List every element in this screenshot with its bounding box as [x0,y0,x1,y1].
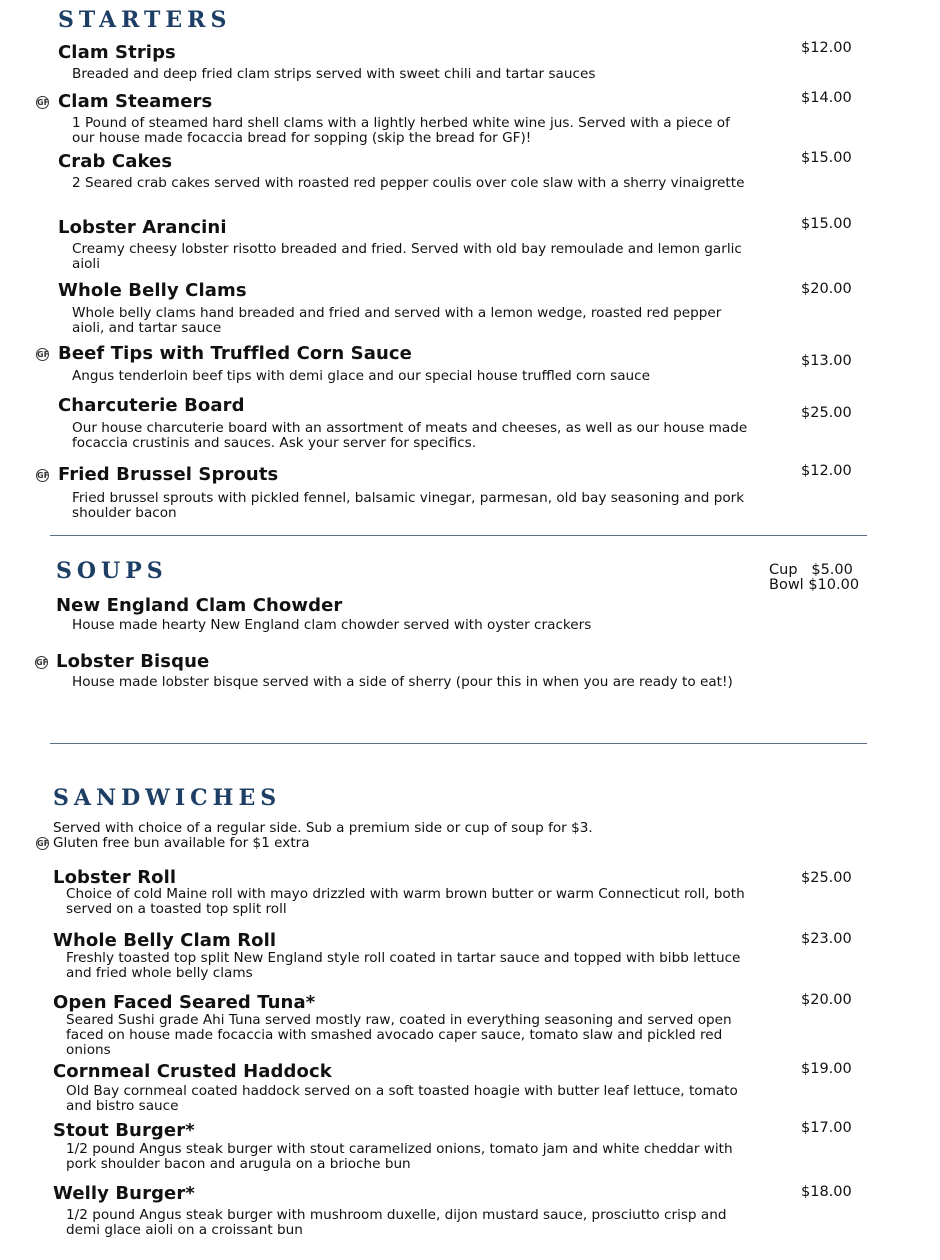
menu-item-price: $18.00 [801,1184,852,1200]
menu-item-name: Whole Belly Clam Roll [53,930,277,951]
menu-item-name: Crab Cakes [58,151,173,172]
menu-item-name: Welly Burger* [53,1183,195,1204]
gluten-free-icon: GF [36,658,49,667]
gluten-free-note: Gluten free bun available for $1 extra [53,835,310,851]
gluten-free-icon: GF [37,839,50,848]
gluten-free-icon: GF [37,471,50,480]
menu-item-name: Open Faced Seared Tuna* [53,992,316,1013]
menu-item-description: Choice of cold Maine roll with mayo drizzled with warm brown butter or warm Connecticut roll, both served on a toasted top split roll [66,886,745,917]
menu-item-price: $12.00 [801,463,852,479]
bowl-price: Bowl $10.00 [769,577,860,593]
section-divider [50,535,867,536]
menu-item-name: Stout Burger* [53,1120,195,1141]
menu-item-price: $20.00 [801,281,852,297]
menu-item-name: Lobster Bisque [56,651,210,672]
menu-item-name: Clam Strips [58,42,176,63]
menu-item-description: 1/2 pound Angus steak burger with mushroom duxelle, dijon mustard sauce, prosciutto crisp and demi glace aioli on a croissant bun [66,1207,727,1238]
menu-item-name: Fried Brussel Sprouts [58,464,279,485]
soups-heading: SOUPS [56,558,168,584]
menu-item-price: $14.00 [801,90,852,106]
starters-heading: STARTERS [58,7,232,33]
menu-item-name: Clam Steamers [58,91,213,112]
menu-item-description: Breaded and deep fried clam strips served with sweet chili and tartar sauces [72,66,596,82]
menu-item-price: $15.00 [801,216,852,232]
menu-item-description: House made lobster bisque served with a side of sherry (pour this in when you are ready to eat!) [72,674,733,690]
cup-price: Cup $5.00 [769,562,853,578]
menu-item-name: New England Clam Chowder [56,595,343,616]
menu-item-description: 1 Pound of steamed hard shell clams with a lightly herbed white wine jus. Served with a piece of our house made focaccia bread for sopping (skip the bread for GF)! [72,115,730,146]
section-divider [50,743,867,744]
menu-item-price: $12.00 [801,40,852,56]
menu-item-name: Lobster Arancini [58,217,227,238]
menu-item-name: Cornmeal Crusted Haddock [53,1061,332,1082]
menu-item-price: $17.00 [801,1120,852,1136]
menu-item-price: $15.00 [801,150,852,166]
sandwiches-intro: Served with choice of a regular side. Sub a premium side or cup of soup for $3. [53,820,593,836]
menu-item-name: Whole Belly Clams [58,280,247,301]
menu-item-description: Creamy cheesy lobster risotto breaded and fried. Served with old bay remoulade and lemon garlic aioli [72,241,742,272]
menu-item-price: $25.00 [801,405,852,421]
menu-item-price: $13.00 [801,353,852,369]
menu-item-price: $25.00 [801,870,852,886]
menu-item-description: Fried brussel sprouts with pickled fennel, balsamic vinegar, parmesan, old bay seasoning and pork shoulder bacon [72,490,745,521]
menu-item-name: Lobster Roll [53,867,177,888]
menu-item-description: 1/2 pound Angus steak burger with stout caramelized onions, tomato jam and white cheddar with pork shoulder bacon and arugula on a brioche bun [66,1141,733,1172]
menu-item-price: $19.00 [801,1061,852,1077]
menu-item-description: House made hearty New England clam chowder served with oyster crackers [72,617,592,633]
gluten-free-icon: GF [37,98,50,107]
menu-item-name: Charcuterie Board [58,395,245,416]
menu-item-description: Old Bay cornmeal coated haddock served on a soft toasted hoagie with butter leaf lettuce, tomato and bistro sauce [66,1083,738,1114]
menu-item-description: Whole belly clams hand breaded and fried and served with a lemon wedge, roasted red pepper aioli, and tartar sauce [72,305,722,336]
menu-item-description: Our house charcuterie board with an assortment of meats and cheeses, as well as our house made focaccia crustinis and sauces. Ask your server for specifics. [72,420,748,451]
menu-item-description: Seared Sushi grade Ahi Tuna served mostly raw, coated in everything seasoning and served open faced on house made focaccia with smashed avocado caper sauce, tomato slaw and pickled red onions [66,1012,732,1058]
menu-item-description: 2 Seared crab cakes served with roasted red pepper coulis over cole slaw with a sherry vinaigrette [72,175,745,191]
menu-item-price: $20.00 [801,992,852,1008]
menu-item-name: Beef Tips with Truffled Corn Sauce [58,343,412,364]
menu-item-description: Freshly toasted top split New England style roll coated in tartar sauce and topped with bibb lettuce and fried whole belly clams [66,950,741,981]
menu-item-description: Angus tenderloin beef tips with demi glace and our special house truffled corn sauce [72,368,650,384]
gluten-free-icon: GF [37,350,50,359]
menu-item-price: $23.00 [801,931,852,947]
sandwiches-heading: SANDWICHES [53,785,282,811]
